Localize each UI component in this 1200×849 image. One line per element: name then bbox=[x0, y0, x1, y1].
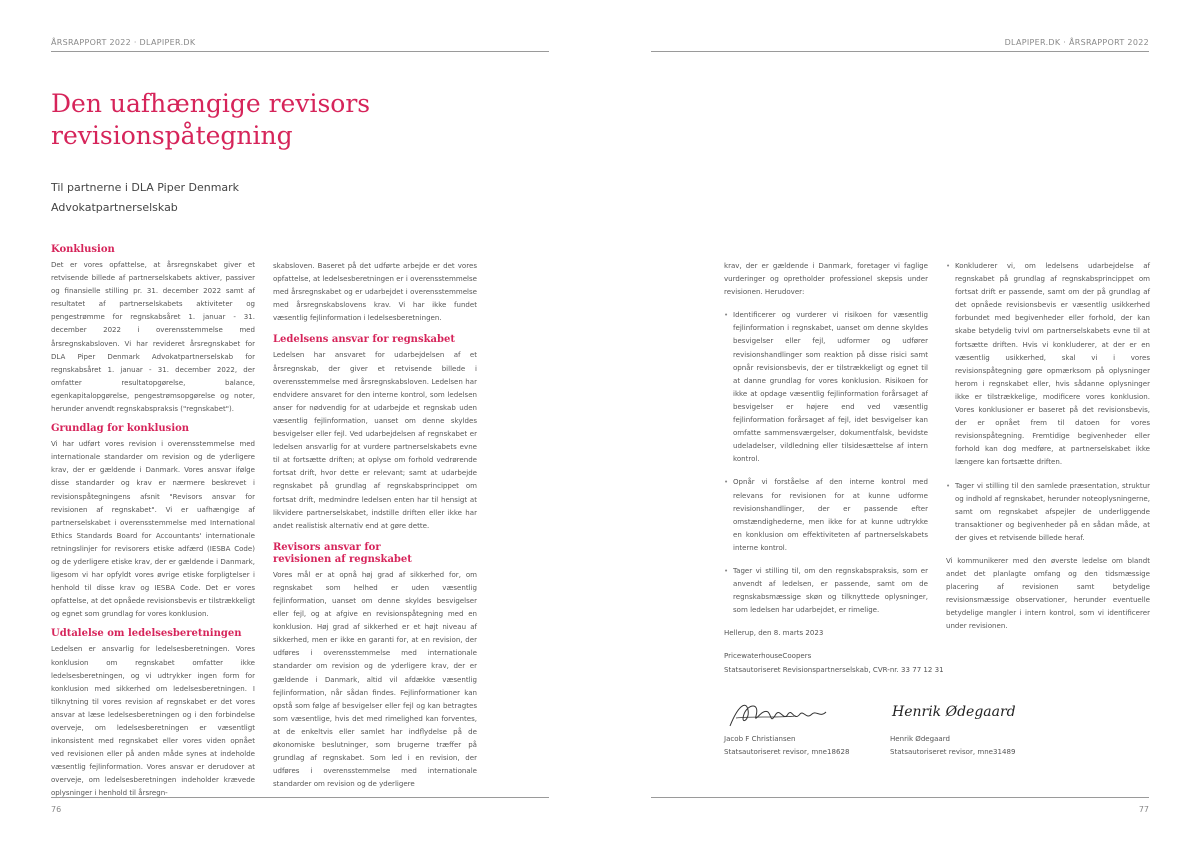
page-number-left: 76 bbox=[51, 805, 62, 814]
title-line-2: revisionspåtegning bbox=[51, 121, 293, 150]
right-column-1 bbox=[724, 259, 944, 676]
signer-title: Statsautoriseret revisor, mne31489 bbox=[890, 747, 1016, 757]
header-rule-right bbox=[651, 51, 1149, 52]
heading-revisors-ansvar-2: revisionen af regnskabet bbox=[273, 553, 412, 565]
text-revisors-ansvar: Vores mål er at opnå høj grad af sikkerhed for, om regnskabet som helhed er uden væsentlig fejlinformation, uanset om denne skyldes besvigelser eller fejl, og at afgive en revisionspåtegning med en konklusion. Høj grad af sikkerhed er et højt niveau af sikkerhed, men er ikke en garanti for, at en revision, der udføres i overensstemmelse med internationale standarder om revision og de yderligere krav, der er gældende i Danmark, altid vil afdække væsentlig fejlinformation, når sådan findes. Fejlinformationer kan opstå som følge af besvigelser eller fejl og kan betragtes som væsentlige, hvis det med rimelighed kan forventes, at de enkeltvis eller samlet har indflydelse på de økonomiske beslutninger, som brugerne træffer på grundlag af regnskabet. Som led i en revision, der udføres i overensstemmelse med internationale standarder om revision og de yderligere bbox=[273, 569, 477, 789]
footer-rule-left bbox=[51, 797, 549, 798]
heading-ledelsens-ansvar: Ledelsens ansvar for regnskabet bbox=[273, 334, 455, 346]
firm-name: PricewaterhouseCoopers bbox=[724, 651, 812, 661]
recipient bbox=[51, 178, 239, 218]
header-rule-left bbox=[51, 51, 549, 52]
right-column-2 bbox=[946, 259, 1150, 633]
signature-henrik: Henrik Ødegaard bbox=[892, 704, 1016, 720]
text-ledelsens-ansvar: Ledelsen har ansvaret for udarbejdelsen af et årsregnskab, der giver et retvisende billede i overensstemmelse med årsregnskabsloven. Ledelsen har endvidere ansvaret for den interne kontrol, som ledelsen anser for nødvendig for at udarbejde et regnskab uden væsentlig fejlinformation, uanset om denne skyldes besvigelser eller fejl. Ved udarbejdelsen af regnskabet er ledelsen ansvarlig for at vurdere partnerselskabets evne til at fortsætte driften; at oplyse om forhold vedrørende fortsat drift, hvor dette er relevant; samt at udarbejde regnskabet på grundlag af regnskabsprincippet om fortsat drift, medmindre ledelsen enten har til hensigt at likvidere partnerselskabet, indstille driften eller ikke har andet realistisk alternativ end at gøre dette. bbox=[273, 350, 477, 530]
heading-udtalelse: Udtalelse om ledelsesberetningen bbox=[51, 628, 242, 640]
signer-title: Statsautoriseret revisor, mne18628 bbox=[724, 747, 850, 757]
signer-jacob bbox=[724, 732, 894, 758]
text-closing: Vi kommunikerer med den øverste ledelse om blandt andet det planlagte omfang og den tidsmæssige placering af revisionen samt betydelige revisionsmæssige observationer, herunder eventuelle betydelige mangler i intern kontrol, som vi identificerer under revisionen. bbox=[946, 555, 1150, 631]
firm-detail: Statsautoriseret Revisionspartnerselskab, CVR-nr. 33 77 12 31 bbox=[724, 664, 944, 674]
heading-revisors-ansvar bbox=[273, 542, 477, 566]
signature-jacob bbox=[726, 696, 836, 736]
heading-konklusion: Konklusion bbox=[51, 244, 115, 255]
left-column-2 bbox=[273, 259, 477, 790]
page-number-right: 77 bbox=[1138, 805, 1149, 814]
title-line-1: Den uafhængige revisors bbox=[51, 89, 371, 118]
bullet-item: • Identificerer og vurderer vi risikoen for væsentlig fejlinformation i regnskabet, uanset om denne skyldes besvigelser eller fejl, udformer og udfører revisionshandlinger som reaktion på disse risici samt opnår revisionsbevis, der er tilstrækkeligt og egnet til at danne grundlag for vores konklusion. Risikoen for ikke at opdage væsentlig fejlinformation forårsaget af besvigelser er højere end ved væsentlig fejlinformation forårsaget af fejl, idet besvigelser kan omfatte sammensværgelser, dokumentfalsk, bevidste udeladelser, vildledning eller tilsidesættelse af intern kontrol. bbox=[724, 308, 928, 465]
signer-henrik bbox=[890, 732, 1060, 758]
signer-name: Jacob F Christiansen bbox=[724, 734, 796, 743]
bullet-item: • Tager vi stilling til, om den regnskabspraksis, som er anvendt af ledelsen, er passende, samt om de regnskabsmæssige skøn og tilknyttede oplysninger, som ledelsen har udarbejdet, er rimelige. bbox=[724, 564, 928, 616]
page-title bbox=[51, 88, 531, 152]
bullet-item: • Tager vi stilling til den samlede præsentation, struktur og indhold af regnskabet, herunder noteoplysningerne, samt om regnskabet afspejler de underliggende transaktioner og begivenheder på en sådan måde, at der gives et retvisende billede heraf. bbox=[946, 479, 1150, 544]
recipient-line-1: Til partnerne i DLA Piper Denmark bbox=[51, 181, 240, 194]
heading-grundlag: Grundlag for konklusion bbox=[51, 423, 190, 435]
bullet-item: • Konkluderer vi, om ledelsens udarbejdelse af regnskabet på grundlag af regnskabsprincippet om fortsat drift er passende, samt om der på grundlag af det opnåede revisionsbevis er væsentlig usikkerhed forbundet med begivenheder eller forhold, der kan skabe betydelig tvivl om partnerselskabets evne til at fortsætte driften. Hvis vi konkluderer, at der er en væsentlig usikkerhed, skal vi i vores revisionspåtegning gøre opmærksom på oplysninger herom i regnskabet eller, hvis sådanne oplysninger ikke er tilstrækkelige, modificere vores konklusion. Vores konklusioner er baseret på det revisionsbevis, der er opnået frem til datoen for vores revisionspåtegning. Fremtidige begivenheder eller forhold kan dog medføre, at partnerselskabet ikke længere kan fortsætte driften. bbox=[946, 259, 1150, 469]
text-right-intro: krav, der er gældende i Danmark, foretager vi faglige vurderinger og opretholder professionel skepsis under revisionen. Herudover: bbox=[724, 261, 928, 297]
heading-revisors-ansvar-1: Revisors ansvar for bbox=[273, 541, 381, 553]
text-grundlag: Vi har udført vores revision i overensstemmelse med internationale standarder om revision og de yderligere krav, der er gældende i Danmark. Vores ansvar ifølge disse standarder og krav er nærmere beskrevet i revisionspåtegningens afsnit "Revisors ansvar for revisionen af regnskabet". Vi er uafhængige af partnerselskabet i overensstemmelse med International Ethics Standards Board for Accountants' internationale retningslinjer for revisorers etiske adfærd (IESBA Code) og de yderligere etiske krav, der er gældende i Danmark, ligesom vi har opfyldt vores øvrige etiske forpligtelser i henhold til disse krav og IESBA Code. Det er vores opfattelse, at det opnåede revisionsbevis er tilstrækkeligt og egnet som grundlag for vores konklusion. bbox=[51, 439, 255, 619]
text-konklusion: Det er vores opfattelse, at årsregnskabet giver et retvisende billede af partnerselskabets aktiver, passiver og finansielle stilling pr. 31. december 2022 samt af resultatet af partnerselskabets aktiviteter og pengestrømme for regnskabsåret 1. januar - 31. december 2022 i overensstemmelse med årsregnskabsloven. Vi har revideret årsregnskabet for DLA Piper Denmark Advokatpartnerselskab for regnskabsåret 1. januar - 31. december 2022, der omfatter resultatopgørelse, balance, egenkapitalopgørelse, pengestrømsopgørelse og noter, herunder anvendt regnskabspraksis ("regnskabet"). bbox=[51, 260, 255, 414]
text-udtalelse-cont: skabsloven. Baseret på det udførte arbejde er det vores opfattelse, at ledelsesberetningen er i overensstemmelse med årsregnskabet og er udarbejdet i overensstemmelse med årsregnskabslovens krav. Vi har ikke fundet væsentlig fejlinformation i ledelsesberetningen. bbox=[273, 261, 477, 323]
footer-rule-right bbox=[651, 797, 1149, 798]
text-udtalelse: Ledelsen er ansvarlig for ledelsesberetningen. Vores konklusion om regnskabet omfatter ikke ledelsesberetningen, og vi udtrykker ingen form for konklusion med sikkerhed om ledelsesberetningen. I tilknytning til vores revision af regnskabet er det vores ansvar at læse ledelsesberetningen og i den forbindelse overveje, om ledelsesberetningen er væsentligt inkonsistent med regnskabet eller vores viden opnået ved revisionen eller på anden måde synes at indeholde væsentlig fejlinformation. Vores ansvar er derudover at overveje, om ledelsesberetningen indeholder krævede oplysninger i henhold til årsregn- bbox=[51, 644, 255, 798]
place-date: Hellerup, den 8. marts 2023 bbox=[724, 628, 824, 638]
signer-name: Henrik Ødegaard bbox=[890, 734, 950, 743]
left-column-1 bbox=[51, 244, 255, 800]
recipient-line-2: Advokatpartnerselskab bbox=[51, 201, 178, 214]
running-header-right: DLAPIPER.DK · ÅRSRAPPORT 2022 bbox=[1004, 38, 1149, 47]
bullet-item: • Opnår vi forståelse af den interne kontrol med relevans for revisionen for at kunne udforme revisionshandlinger, der er passende efter omstændighederne, men ikke for at kunne udtrykke en konklusion om effektiviteten af partnerselskabets interne kontrol. bbox=[724, 475, 928, 554]
running-header-left: ÅRSRAPPORT 2022 · DLAPIPER.DK bbox=[51, 38, 196, 47]
